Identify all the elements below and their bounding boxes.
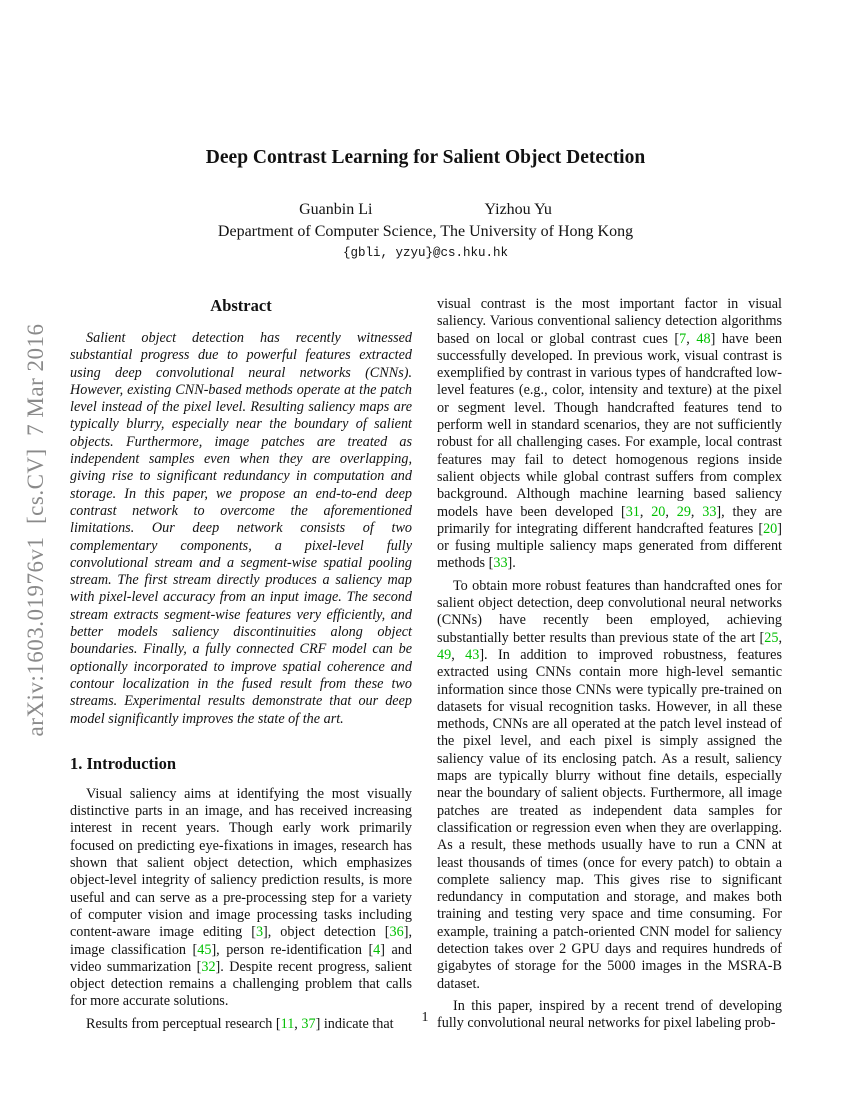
right-paragraph-3: In this paper, inspired by a recent trend of developing fully convolutional neural networks for pixel labeling prob- <box>437 997 782 1032</box>
author-row <box>69 200 782 219</box>
citation-ref[interactable]: 33 <box>493 555 508 572</box>
title-block <box>69 146 782 261</box>
author-guanbin-li: Guanbin Li <box>299 201 373 218</box>
citation-ref[interactable]: 49 <box>437 646 452 663</box>
left-column <box>70 296 412 1033</box>
citation-ref[interactable]: 20 <box>763 520 778 537</box>
paper-title: Deep Contrast Learning for Salient Object Detection <box>205 147 646 168</box>
citation-ref[interactable]: 20 <box>651 503 666 520</box>
citation-ref[interactable]: 4 <box>373 941 381 958</box>
author-yizhou-yu: Yizhou Yu <box>484 201 552 218</box>
citation-ref[interactable]: 32 <box>201 958 216 975</box>
right-paragraph-2: To obtain more robust features than handcrafted ones for salient object detection, deep convolutional neural networks (CNNs) have recently been employed, achieving substantially better results than previous state of the art [25, 49, 43]. In addition to improved robustness, features extracted using CNNs contain more high-level semantic information since those CNNs were typically pre-trained on datasets for visual recognition tasks. However, in all these methods, CNNs are all operated at the patch level instead of the pixel level, and each pixel is simply assigned the saliency value of its enclosing patch. As a result, saliency maps are typically blurry without fine details, especially near the boundary of salient objects. Furthermore, all image patches are treated as independent data samples for classification or regression even when they are overlapping. As a result, these methods usually have to run a CNN at least thousands of times (once for every patch) to obtain a complete saliency map. This gives rise to significant redundancy in computation and storage, and makes both training and testing very space and time consuming. For example, training a patch-oriented CNN model for saliency detection takes over 2 GPU days and requires hundreds of gigabytes of storage for the 5000 images in the MSRA-B dataset. <box>437 577 782 992</box>
author-emails: {gbli, yzyu}@cs.hku.hk <box>342 246 509 260</box>
citation-ref[interactable]: 3 <box>255 924 264 941</box>
arxiv-watermark: arXiv:1603.01976v1 [cs.CV] 7 Mar 2016 <box>23 323 48 737</box>
right-paragraph-1: visual contrast is the most important factor in visual saliency. Various conventional saliency detection algorithms based on local or global contrast cues [7, 48] have been successfully developed. In previous work, visual contrast is exemplified by contrast in various types of handcrafted low-level features (e.g., color, intensity and texture) at the pixel or segment level. Though handcrafted features tend to perform well in standard scenarios, they are not sufficiently robust for all challenging cases. For example, local contrast features may fail to detect homogenous regions inside salient objects while global contrast suffers from complex background. Although machine learning based saliency models have been developed [31, 20, 29, 33], they are primarily for integrating different handcrafted features [20] or fusing multiple saliency maps generated from different methods [33]. <box>437 296 783 572</box>
intro-paragraph-1: Visual saliency aims at identifying the most visually distinctive parts in an image, and has received increasing interest in recent years. Though early work primarily focused on predicting eye-fixations in images, research has shown that salient object detection, which emphasizes object-level integrity of saliency prediction results, is more useful and can serve as a pre-processing step for a variety of computer vision and image processing tasks including content-aware image editing [3], object detection [36], image classification [45], person re-identification [4] and video summarization [32]. Despite recent progress, salient object detection remains a challenging problem that calls for more accurate solutions. <box>70 785 412 1010</box>
citation-ref[interactable]: 25 <box>764 629 779 646</box>
affiliation: Department of Computer Science, The University of Hong Kong <box>217 223 634 240</box>
citation-ref[interactable]: 7 <box>679 330 687 347</box>
page-number: 1 <box>421 1010 429 1025</box>
citation-ref[interactable]: 29 <box>676 503 691 520</box>
abstract-text: Salient object detection has recently witnessed substantial progress due to powerful features extracted using deep convolutional neural networks (CNNs). However, existing CNN-based methods operate at the patch level instead of the pixel level. Resulting saliency maps are typically blurry, especially near the boundary of salient objects. Furthermore, image patches are treated as independent samples even when they are overlapping, giving rise to significant redundancy in computation and storage. In this paper, we propose an end-to-end deep contrast network to overcome the aforementioned limitations. Our deep network consists of two complementary components, a pixel-level fully convolutional stream and a segment-wise spatial pooling stream. The first stream directly produces a saliency map with pixel-level accuracy from an input image. The second stream extracts segment-wise features very efficiently, and better models saliency discontinuities along object boundaries. Finally, a fully connected CRF model can be optionally incorporated to improve spatial coherence and contour localization in the fused result from these two streams. Experimental results demonstrate that our deep model significantly improves the state of the art. <box>70 330 412 727</box>
citation-ref[interactable]: 45 <box>197 941 212 958</box>
citation-ref[interactable]: 31 <box>625 503 640 520</box>
right-column <box>437 296 782 1032</box>
citation-ref[interactable]: 11 <box>280 1015 295 1032</box>
abstract-heading: Abstract <box>210 296 272 315</box>
citation-ref[interactable]: 37 <box>301 1015 316 1032</box>
section-heading-introduction: 1. Introduction <box>70 753 177 773</box>
citation-ref[interactable]: 33 <box>702 503 717 520</box>
citation-ref[interactable]: 48 <box>696 330 711 347</box>
intro-paragraph-2-start: Results from perceptual research [11, 37] indicate that <box>86 1015 394 1032</box>
citation-ref[interactable]: 36 <box>389 924 404 941</box>
citation-ref[interactable]: 43 <box>465 646 480 663</box>
